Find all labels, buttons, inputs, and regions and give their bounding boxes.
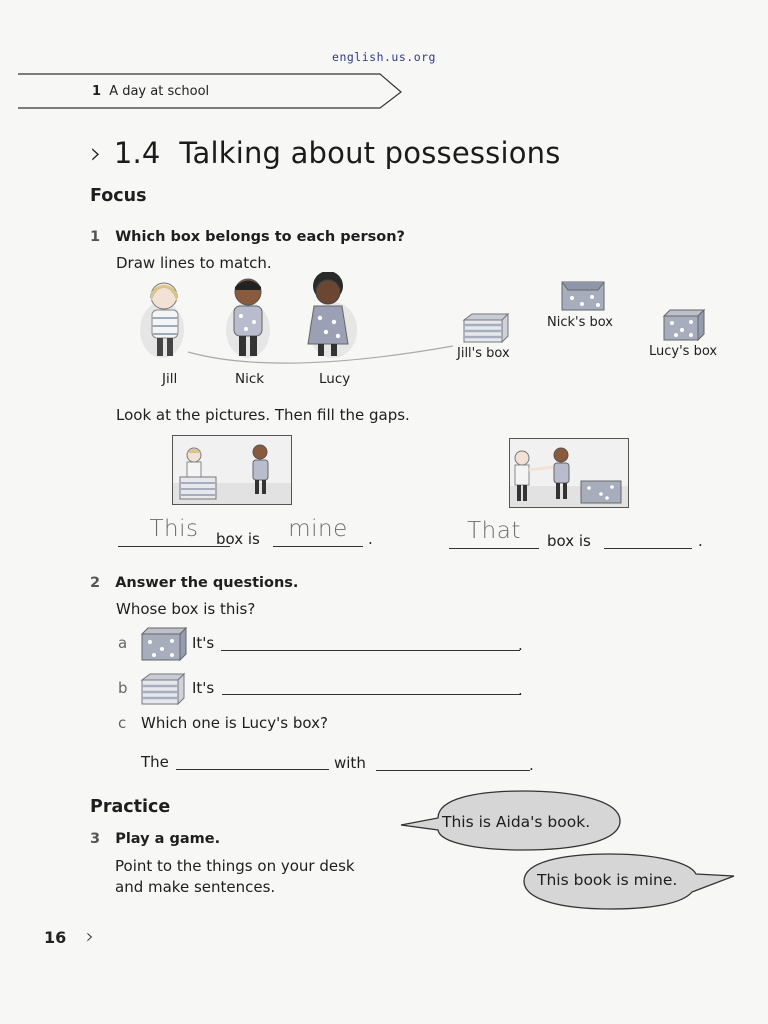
- q1-instruction: Draw lines to match.: [116, 254, 272, 272]
- nick-figure: [226, 279, 270, 358]
- lucys-box-image: [662, 308, 706, 342]
- q1-text: Which box belongs to each person?: [115, 229, 405, 245]
- answer-this: This: [149, 516, 199, 542]
- unit-label: [92, 84, 209, 99]
- box-label-jill: Jill's box: [457, 346, 510, 361]
- chevron-right-icon: ›: [85, 924, 94, 948]
- q2-a-letter: a: [118, 634, 128, 652]
- q2-a-answer-line[interactable]: [221, 632, 520, 651]
- gap-sentence2-blank[interactable]: [604, 518, 692, 549]
- page-number-text: 16: [44, 928, 67, 947]
- chevron-right-icon: ›: [90, 136, 102, 170]
- unit-banner: [18, 72, 403, 110]
- lesson-title: [90, 136, 561, 170]
- answer-mine: mine: [288, 516, 348, 542]
- q2-b-text: It's: [192, 679, 215, 697]
- q2-c-letter: c: [118, 714, 127, 732]
- fill-instruction: Look at the pictures. Then fill the gaps.: [116, 406, 410, 424]
- person-label-jill: Jill: [162, 371, 178, 387]
- unit-number: 1: [92, 84, 102, 99]
- q2-c-the: The: [141, 753, 169, 771]
- lesson-title-text: 1.4 Talking about possessions: [113, 136, 561, 170]
- q2-a-end: .: [518, 636, 523, 654]
- q2-b-end: .: [518, 681, 523, 699]
- lucy-figure: [308, 272, 357, 358]
- q3-line2: and make sentences.: [115, 878, 276, 896]
- jill-figure: [140, 283, 184, 358]
- sentence1-mid: box is: [216, 530, 260, 548]
- q3-header: [90, 828, 220, 847]
- watermark: english.us.org: [332, 50, 436, 64]
- page-number: [44, 924, 94, 948]
- gap-that[interactable]: [449, 518, 539, 549]
- q2-text: Answer the questions.: [115, 575, 299, 591]
- q2-a-text: It's: [192, 634, 215, 652]
- q2-sub: Whose box is this?: [116, 600, 256, 618]
- patterned-box-icon: [140, 626, 188, 662]
- q2-c-end: .: [529, 756, 534, 774]
- q1-number: 1: [90, 229, 101, 245]
- focus-heading: Focus: [90, 186, 147, 206]
- picture-this-box: [172, 435, 292, 505]
- box-label-lucy: Lucy's box: [649, 344, 718, 359]
- q2-c-text: Which one is Lucy's box?: [141, 714, 328, 732]
- q3-line1: Point to the things on your desk: [115, 857, 355, 875]
- q2-b-answer-line[interactable]: [222, 676, 520, 695]
- q2-header: [90, 572, 298, 591]
- q3-text: Play a game.: [115, 831, 221, 847]
- sentence2-end: .: [698, 532, 703, 550]
- answer-that: That: [467, 518, 521, 544]
- q1-header: [90, 226, 405, 245]
- sentence2-mid: box is: [547, 532, 591, 550]
- q2-c-answer-line-1[interactable]: [176, 751, 329, 770]
- striped-box-icon: [140, 672, 186, 706]
- picture-that-box: [509, 438, 629, 508]
- unit-title: A day at school: [109, 84, 210, 99]
- q3-number: 3: [90, 831, 101, 847]
- speech-bubble-2-text: This book is mine.: [537, 871, 678, 889]
- q2-b-letter: b: [118, 679, 128, 697]
- q2-c-answer-line-2[interactable]: [376, 752, 530, 771]
- people-illustration: [128, 272, 458, 372]
- jills-box-image: [462, 312, 510, 344]
- person-label-nick: Nick: [235, 371, 265, 387]
- gap-mine[interactable]: [273, 516, 363, 547]
- practice-heading: Practice: [90, 797, 171, 817]
- q2-c-with: with: [334, 754, 366, 772]
- person-label-lucy: Lucy: [319, 371, 351, 387]
- box-label-nick: Nick's box: [547, 315, 613, 330]
- q2-number: 2: [90, 575, 101, 591]
- sentence1-end: .: [368, 530, 373, 548]
- gap-this[interactable]: [118, 516, 230, 547]
- speech-bubble-1-text: This is Aida's book.: [442, 813, 591, 831]
- nicks-box-image: [560, 280, 606, 312]
